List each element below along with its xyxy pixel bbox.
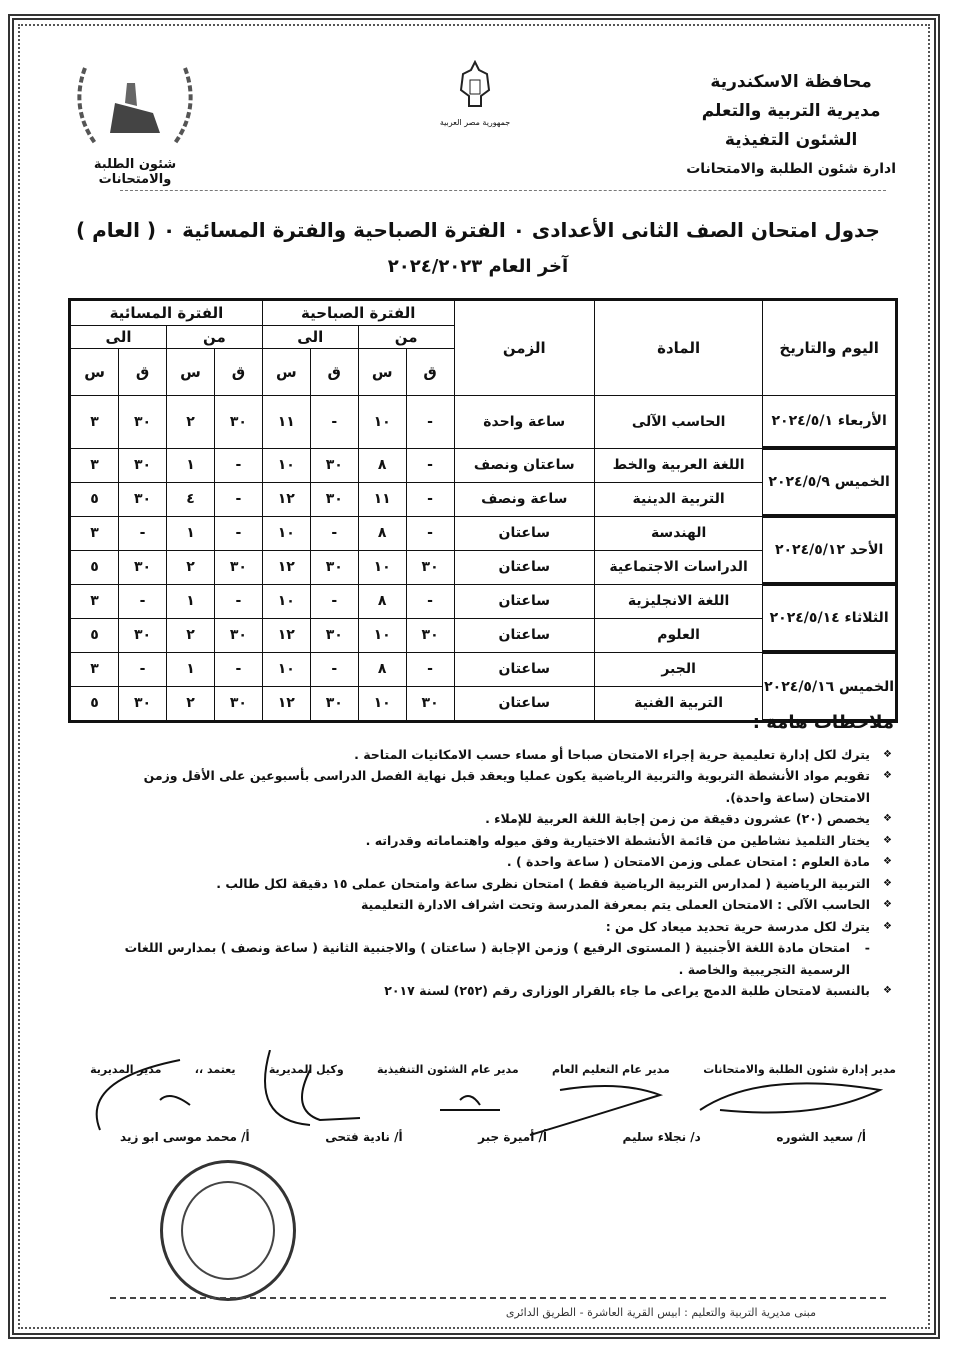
header-evening-from: من [167,326,263,349]
document-subtitle: آخر العام ٢٠٢٤/٢٠٢٣ [387,256,569,277]
evening-to-hour: ٣ [70,584,119,618]
note-item: ❖ يختار التلميذ نشاطين من قائمة الأنشطة الاختيارية وفق ميوله واهتماماته وقدراته . [94,830,894,852]
evening-to-minute: ٣٠ [119,686,167,721]
evening-to-hour: ٣ [70,652,119,686]
evening-to-hour: ٥ [70,550,119,584]
evening-from-minute: ٣٠ [214,618,262,652]
header-minute: ق [119,349,167,396]
exam-schedule-table [68,298,898,723]
morning-to-minute: ٣٠ [310,618,358,652]
exam-date: الخميس ٢٠٢٤/٥/١٦ [763,652,897,721]
header-morning-to: الى [262,326,358,349]
document-title: جدول امتحان الصف الثانى الأعدادى ٠ الفترة الصباحية والفترة المسائية ٠ ( العام ) [76,218,880,242]
header-date: اليوم والتاريخ [763,300,897,396]
evening-to-minute: ٣٠ [119,448,167,482]
evening-to-hour: ٣ [70,396,119,449]
evening-from-minute: - [214,652,262,686]
morning-to-hour: ١٠ [262,652,310,686]
signature-title: وكيل المديرية [268,1063,344,1076]
evening-from-minute: - [214,584,262,618]
exam-duration: ساعتان [454,550,594,584]
morning-from-hour: ٨ [358,584,406,618]
morning-to-hour: ١٢ [262,618,310,652]
evening-from-hour: ٢ [167,618,215,652]
evening-to-minute: - [119,516,167,550]
header-minute: ق [310,349,358,396]
morning-to-hour: ١٠ [262,516,310,550]
signatory-name: د/ نجلاء سليم [622,1130,701,1144]
note-item: ❖ التربية الرياضية ( لمدارس التربية الرياضية فقط ) امتحان نظرى ساعة وامتحان عملى ١٥ دقيقة لكل طالب . [94,873,894,895]
exam-duration: ساعتان [454,618,594,652]
logo-caption: شئون الطلبة والامتحانات [93,157,177,187]
emblem-caption: جمهورية مصر العربية [439,118,511,127]
official-seal [160,1160,296,1301]
header-evening-to: الى [70,326,167,349]
evening-to-hour: ٣ [70,516,119,550]
note-item: ❖ يترك لكل مدرسة حرية تحديد ميعاد كل من : [94,916,894,938]
exam-date: الأربعاء ٢٠٢٤/٥/١ [763,396,897,449]
note-sub-item: - امتحان مادة اللغة الأجنبية ( المستوى الرفيع ) وزمن الإجابة ( ساعتان ) والاجنبية الثانية ( ساعة ونصف ) بمدارس اللغات الرسمية التجريبية والخاصة . [94,937,894,980]
morning-to-hour: ١٢ [262,686,310,721]
evening-from-minute: ٣٠ [214,550,262,584]
morning-from-minute: - [406,396,454,449]
morning-from-hour: ١٠ [358,686,406,721]
administration: ادارة شئون الطلبة والامتحانات [686,161,896,177]
evening-from-minute: - [214,448,262,482]
exam-duration: ساعتان [454,516,594,550]
morning-from-minute: ٣٠ [406,618,454,652]
morning-to-hour: ١٢ [262,550,310,584]
table-row [70,516,897,550]
signatory-name: أ/ محمد موسى ابو زيد [120,1130,250,1144]
morning-from-hour: ٨ [358,448,406,482]
exam-duration: ساعتان [454,584,594,618]
note-item: ❖ يخصص (٢٠) عشرون دقيقة من زمن إجابة اللغة العربية للإملاء . [94,808,894,830]
morning-from-hour: ١٠ [358,396,406,449]
morning-from-hour: ٨ [358,516,406,550]
signatory-names [120,1130,866,1144]
exam-subject: العلوم [594,618,762,652]
note-item: ❖ يترك لكل إدارة تعليمية حرية إجراء الامتحان صباحا أو مساء حسب الامكانيات المتاحة . [94,744,894,766]
header-minute: ق [406,349,454,396]
exam-subject: اللغة الانجليزية [594,584,762,618]
evening-from-hour: ٢ [167,396,215,449]
exam-date: الثلاثاء ٢٠٢٤/٥/١٤ [763,584,897,652]
footer-divider [110,1297,886,1299]
table-row [70,584,897,618]
exam-subject: التربية الدينية [594,482,762,516]
evening-to-minute: ٣٠ [119,550,167,584]
signature-title: مدير إدارة شئون الطلبة والامتحانات [703,1063,896,1076]
exam-subject: الجبر [594,652,762,686]
evening-from-hour: ٢ [167,686,215,721]
table-row [70,448,897,482]
note-item: ❖ بالنسبة لامتحان طلبة الدمج يراعى ما جاء بالقرار الوزارى رقم (٢٥٢) لسنة ٢٠١٧ [94,980,894,1002]
morning-to-minute: ٣٠ [310,482,358,516]
evening-from-hour: ١ [167,516,215,550]
morning-to-hour: ١٠ [262,448,310,482]
note-item: ❖ الحاسب الآلى : الامتحان العملى يتم بمعرفة المدرسة وتحت اشراف الادارة التعليمية [94,894,894,916]
exam-subject: الهندسة [594,516,762,550]
eagle-icon [457,60,493,112]
department: الشئون التفيذية [724,130,858,150]
evening-from-hour: ١ [167,448,215,482]
header-divider [120,190,886,191]
signature-title: مدير عام التعليم العام [552,1063,670,1076]
footer-address: مبنى مديرية التربية والتعليم : ابيس القرية العاشرة - الطريق الدائرى [505,1306,816,1319]
national-emblem [420,60,530,127]
exam-subject: الحاسب الآلى [594,396,762,449]
note-item: ❖ تقويم مواد الأنشطة التربوية والتربية الرياضية يكون عمليا ويعقد قبل نهاية الفصل الدراسى بأسبوعين على الأقل وزمن الامتحان (ساعة واحدة). [94,765,894,808]
header-hour: س [167,349,215,396]
table-row [70,652,897,686]
evening-from-hour: ٤ [167,482,215,516]
evening-to-hour: ٥ [70,482,119,516]
morning-from-hour: ١٠ [358,618,406,652]
morning-to-minute: - [310,516,358,550]
signature-title: مدير المديرية [90,1063,162,1076]
signature-title: يعتمد ،، [194,1063,236,1076]
department-logo [60,58,210,187]
exam-date: الخميس ٢٠٢٤/٥/٩ [763,448,897,516]
directorate: مديرية التربية والتعلم [701,101,881,121]
handwritten-signatures [60,1050,910,1140]
header-hour: س [358,349,406,396]
evening-from-minute: ٣٠ [214,686,262,721]
exam-duration: ساعة ونصف [454,482,594,516]
morning-to-hour: ١٠ [262,584,310,618]
evening-to-hour: ٥ [70,686,119,721]
morning-to-minute: - [310,584,358,618]
exam-subject: الدراسات الاجتماعية [594,550,762,584]
morning-from-minute: - [406,482,454,516]
header-morning-from: من [358,326,454,349]
header-hour: س [70,349,119,396]
issuer-block [686,68,896,184]
morning-from-minute: ٣٠ [406,686,454,721]
evening-to-minute: ٣٠ [119,482,167,516]
evening-to-minute: - [119,584,167,618]
evening-to-minute: ٣٠ [119,618,167,652]
morning-to-minute: ٣٠ [310,448,358,482]
morning-to-minute: - [310,652,358,686]
evening-to-minute: ٣٠ [119,396,167,449]
notes-heading: ملاحظات هامة : [752,712,894,733]
table-row [70,396,897,449]
evening-to-hour: ٥ [70,618,119,652]
morning-from-minute: ٣٠ [406,550,454,584]
signatory-name: أ/ نادية فتحى [325,1130,403,1144]
header-morning: الفترة الصباحية [262,300,454,326]
evening-from-minute: - [214,482,262,516]
header-minute: ق [214,349,262,396]
signatory-name: أ/ سعيد الشوره [776,1130,866,1144]
morning-from-minute: - [406,652,454,686]
exam-duration: ساعة واحدة [454,396,594,449]
evening-from-hour: ١ [167,584,215,618]
signatory-name: أ/ أميرة جبر [478,1130,547,1144]
header-duration: الزمن [454,300,594,396]
morning-to-minute: ٣٠ [310,686,358,721]
morning-from-hour: ١١ [358,482,406,516]
evening-from-hour: ٢ [167,550,215,584]
morning-from-minute: - [406,448,454,482]
evening-to-minute: - [119,652,167,686]
governorate: محافظة الاسكندرية [710,72,872,92]
evening-from-minute: ٣٠ [214,396,262,449]
evening-from-hour: ١ [167,652,215,686]
morning-to-hour: ١٢ [262,482,310,516]
note-item: ❖ مادة العلوم : امتحان عملى وزمن الامتحان ( ساعة واحدة ) . [94,851,894,873]
header-hour: س [262,349,310,396]
exam-subject: التربية الفنية [594,686,762,721]
exam-duration: ساعتان [454,686,594,721]
header-subject: المادة [594,300,762,396]
morning-to-hour: ١١ [262,396,310,449]
morning-to-minute: ٣٠ [310,550,358,584]
morning-from-hour: ٨ [358,652,406,686]
morning-from-minute: - [406,516,454,550]
exam-duration: ساعتان ونصف [454,448,594,482]
exam-subject: اللغة العربية والخط [594,448,762,482]
exam-date: الأحد ٢٠٢٤/٥/١٢ [763,516,897,584]
exam-duration: ساعتان [454,652,594,686]
morning-to-minute: - [310,396,358,449]
evening-from-minute: - [214,516,262,550]
morning-from-minute: - [406,584,454,618]
ship-wreath-icon [65,58,205,153]
morning-from-hour: ١٠ [358,550,406,584]
important-notes [94,712,894,1002]
signature-title: مدير عام الشئون التنفيذية [377,1063,519,1076]
header-evening: الفترة المسائية [70,300,263,326]
evening-to-hour: ٣ [70,448,119,482]
